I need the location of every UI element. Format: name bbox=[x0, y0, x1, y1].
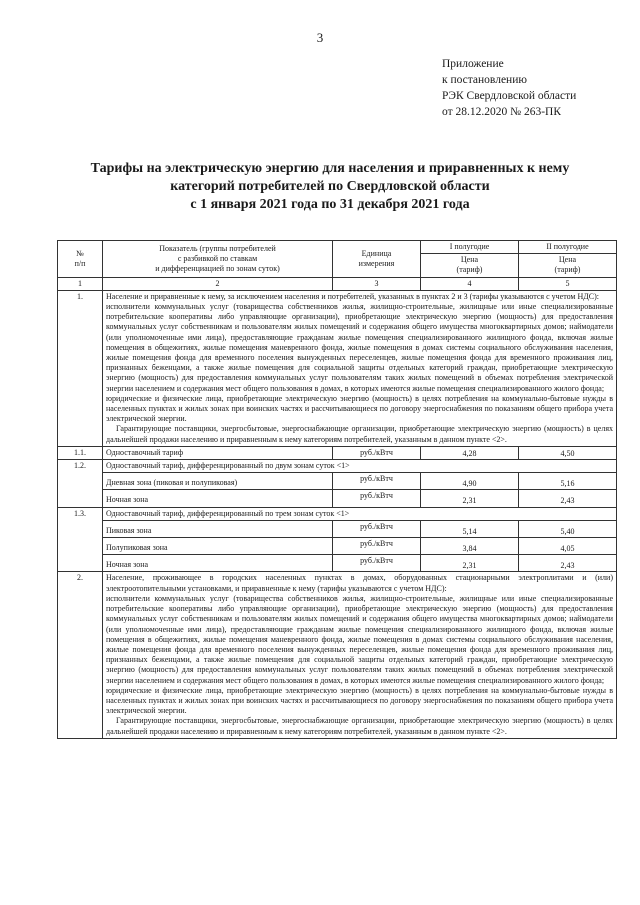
header-price-1-line-2: (тариф) bbox=[456, 265, 483, 275]
row-1-2-day-h2: 5,16 bbox=[519, 473, 617, 490]
header-num bbox=[58, 241, 103, 278]
section-1-intro: Население и приравненные к нему, за исключением населения и потребителей, указанных в пунктах 2 и 3 (тарифы указываются с учетом НДС): bbox=[106, 291, 599, 301]
header-unit bbox=[333, 241, 421, 278]
row-1-3-night bbox=[58, 555, 617, 572]
row-1-3 bbox=[58, 507, 617, 520]
row-1-2 bbox=[58, 460, 617, 473]
section-2-text bbox=[103, 572, 617, 738]
row-1-2-title: Одноставочный тариф, дифференцированный по двум зонам суток <1> bbox=[103, 460, 617, 473]
section-2-num: 2. bbox=[58, 572, 103, 738]
row-1-3-peak-h2: 5,40 bbox=[519, 520, 617, 537]
section-2-intro: Население, проживающее в городских населенных пунктах в домах, оборудованных стационарными электроплитами и (или) электроотопительными установками, и приравненные к нему (тарифы указываются с учетом НДС): bbox=[106, 573, 613, 593]
section-2-paragraph-3: Гарантирующие поставщики, энергосбытовые, энергоснабжающие организации, приобретающие электрическую энергию (мощность) в целях дальнейшей продажи населению и приравненным к нему категориям потребителей, указанным в данном пункте <2>. bbox=[106, 716, 613, 736]
header-half-1: I полугодие bbox=[421, 241, 519, 254]
row-1-3-night-unit: руб./кВтч bbox=[333, 555, 421, 572]
row-1-2-day bbox=[58, 473, 617, 490]
col-number-1: 1 bbox=[58, 277, 103, 290]
header-indicator bbox=[103, 241, 333, 278]
header-row bbox=[58, 241, 617, 254]
row-1-3-num: 1.3. bbox=[58, 507, 103, 572]
page-number: 3 bbox=[316, 30, 324, 45]
title-line-3: с 1 января 2021 года по 31 декабря 2021 года bbox=[190, 197, 470, 212]
row-1-3-peak-name: Пиковая зона bbox=[103, 520, 333, 537]
row-1-1-h2: 4,50 bbox=[519, 446, 617, 459]
section-1-text bbox=[103, 290, 617, 446]
row-1-3-peak bbox=[58, 520, 617, 537]
row-1-3-night-h1: 2,31 bbox=[421, 555, 519, 572]
appendix-line-3: РЭК Свердловской области bbox=[442, 90, 577, 102]
row-1-1 bbox=[58, 446, 617, 459]
row-1-2-night bbox=[58, 490, 617, 507]
document-title bbox=[60, 160, 600, 214]
row-1-3-title: Одноставочный тариф, дифференцированный по трем зонам суток <1> bbox=[103, 507, 617, 520]
header-num-label-2: п/п bbox=[74, 258, 86, 268]
row-1-2-day-h1: 4,90 bbox=[421, 473, 519, 490]
row-1-2-night-h1: 2,31 bbox=[421, 490, 519, 507]
title-line-2: категорий потребителей по Свердловской области bbox=[170, 179, 490, 194]
section-1-paragraph-3: Гарантирующие поставщики, энергосбытовые, энергоснабжающие организации, приобретающие электрическую энергию (мощность) в целях дальнейшей продажи населению и приравненным к нему категориям потребителей, указанным в данном пункте <2>. bbox=[106, 424, 613, 444]
section-1-row bbox=[58, 290, 617, 446]
appendix-line-4: от 28.12.2020 № 263-ПК bbox=[442, 106, 562, 118]
row-1-1-num: 1.1. bbox=[58, 446, 103, 459]
col-number-5: 5 bbox=[519, 277, 617, 290]
section-2-paragraph-1: исполнители коммунальных услуг (товарищества собственников жилья, жилищно-строительные, жилищные или иные специализированные потребительские кооперативы либо управляющие организации), приобретающие электрическую энергию (мощность) для предоставления коммунальных услуг собственникам и пользователям жилых помещений и содержания общего имущества многоквартирных домов; наймодатели (или уполномоченные ими лица), предоставляющие гражданам жилые помещения специализированного жилищного фонда, включая жилые помещения в общежитиях, жилые помещения маневренного фонда, жилые помещения в домах системы социального обслуживания населения, жилые помещения фонда для временного поселения вынужденных переселенцев, жилые помещения фонда для временного проживания лиц, признанных беженцами, а также жилые помещения для социальной защиты отдельных категорий граждан, приобретающие электрическую энергию (мощность) для предоставления коммунальных услуг пользователям таких жилых помещений в объемах потребления электрической энергии населением и содержания мест общего пользования в домах, в которых имеются жилые помещения специализированного жилого фонда; bbox=[106, 593, 613, 685]
row-1-2-day-unit: руб./кВтч bbox=[333, 473, 421, 490]
header-price-2-line-2: (тариф) bbox=[554, 265, 581, 275]
row-1-2-num: 1.2. bbox=[58, 460, 103, 508]
appendix-line-1: Приложение bbox=[442, 58, 504, 70]
header-price-2 bbox=[519, 254, 617, 277]
row-1-3-semipeak bbox=[58, 538, 617, 555]
header-half-2: II полугодие bbox=[519, 241, 617, 254]
title-line-1: Тарифы на электрическую энергию для населения и приравненных к нему bbox=[90, 161, 570, 176]
header-indicator-line-3: и дифференциацией по зонам суток) bbox=[155, 263, 280, 273]
row-1-1-name: Одноставочный тариф bbox=[103, 446, 333, 459]
section-2-row bbox=[58, 572, 617, 738]
section-2-paragraph-2: юридические и физические лица, приобретающие электрическую энергию (мощность) в целях потребления на коммунально-бытовые нужды в населенных пунктах и жилых зонах при воинских частях и рассчитывающиеся по договору энергоснабжения по показаниям общего прибора учета электрической энергии. bbox=[106, 685, 613, 716]
col-number-2: 2 bbox=[103, 277, 333, 290]
section-1-num: 1. bbox=[58, 290, 103, 446]
row-1-1-h1: 4,28 bbox=[421, 446, 519, 459]
tariff-table bbox=[57, 240, 617, 739]
header-unit-line-1: Единица bbox=[361, 248, 392, 258]
row-1-3-semipeak-unit: руб./кВтч bbox=[333, 538, 421, 555]
row-1-3-semipeak-h2: 4,05 bbox=[519, 538, 617, 555]
col-number-3: 3 bbox=[333, 277, 421, 290]
row-1-3-semipeak-name: Полупиковая зона bbox=[103, 538, 333, 555]
column-number-row bbox=[58, 277, 617, 290]
row-1-2-night-unit: руб./кВтч bbox=[333, 490, 421, 507]
row-1-2-night-h2: 2,43 bbox=[519, 490, 617, 507]
appendix-line-2: к постановлению bbox=[442, 74, 527, 86]
row-1-3-peak-h1: 5,14 bbox=[421, 520, 519, 537]
header-price-1 bbox=[421, 254, 519, 277]
section-1-paragraph-1: исполнители коммунальных услуг (товарищества собственников жилья, жилищно-строительные, жилищные или иные специализированные потребительские кооперативы либо управляющие организации), приобретающие электрическую энергию (мощность) для предоставления коммунальных услуг собственникам и пользователям жилых помещений и содержания общего имущества многоквартирных домов; наймодатели (или уполномоченные ими лица), предоставляющие гражданам жилые помещения специализированного жилищного фонда, включая жилые помещения в общежитиях, жилые помещения маневренного фонда, жилые помещения в домах системы социального обслуживания населения, жилые помещения фонда для временного поселения вынужденных переселенцев, жилые помещения фонда для временного проживания лиц, признанных беженцами, а также жилые помещения для социальной защиты отдельных категорий граждан, приобретающие электрическую энергию (мощность) для предоставления коммунальных услуг пользователям таких жилых помещений в объемах потребления электрической энергии населением и содержания мест общего пользования в домах, в которых имеются жилые помещения специализированного жилого фонда; bbox=[106, 302, 613, 393]
row-1-2-day-name: Дневная зона (пиковая и полупиковая) bbox=[103, 473, 333, 490]
row-1-3-night-name: Ночная зона bbox=[103, 555, 333, 572]
section-1-paragraph-2: юридические и физические лица, приобретающие электрическую энергию (мощность) в целях потребления на коммунально-бытовые нужды в населенных пунктах и жилых зонах при воинских частях и рассчитывающиеся по договору энергоснабжения по показаниям общего прибора учета электрической энергии. bbox=[106, 393, 613, 424]
header-unit-line-2: измерения bbox=[358, 258, 395, 268]
row-1-3-night-h2: 2,43 bbox=[519, 555, 617, 572]
appendix-note bbox=[442, 56, 576, 120]
header-price-1-line-1: Цена bbox=[460, 255, 479, 265]
row-1-3-semipeak-h1: 3,84 bbox=[421, 538, 519, 555]
header-indicator-line-2: с разбивкой по ставкам bbox=[177, 253, 258, 263]
header-indicator-line-1: Показатель (группы потребителей bbox=[159, 243, 276, 253]
row-1-2-night-name: Ночная зона bbox=[103, 490, 333, 507]
row-1-3-peak-unit: руб./кВтч bbox=[333, 520, 421, 537]
row-1-1-unit: руб./кВтч bbox=[333, 446, 421, 459]
header-num-label: № bbox=[76, 248, 84, 258]
col-number-4: 4 bbox=[421, 277, 519, 290]
header-price-2-line-1: Цена bbox=[558, 255, 577, 265]
